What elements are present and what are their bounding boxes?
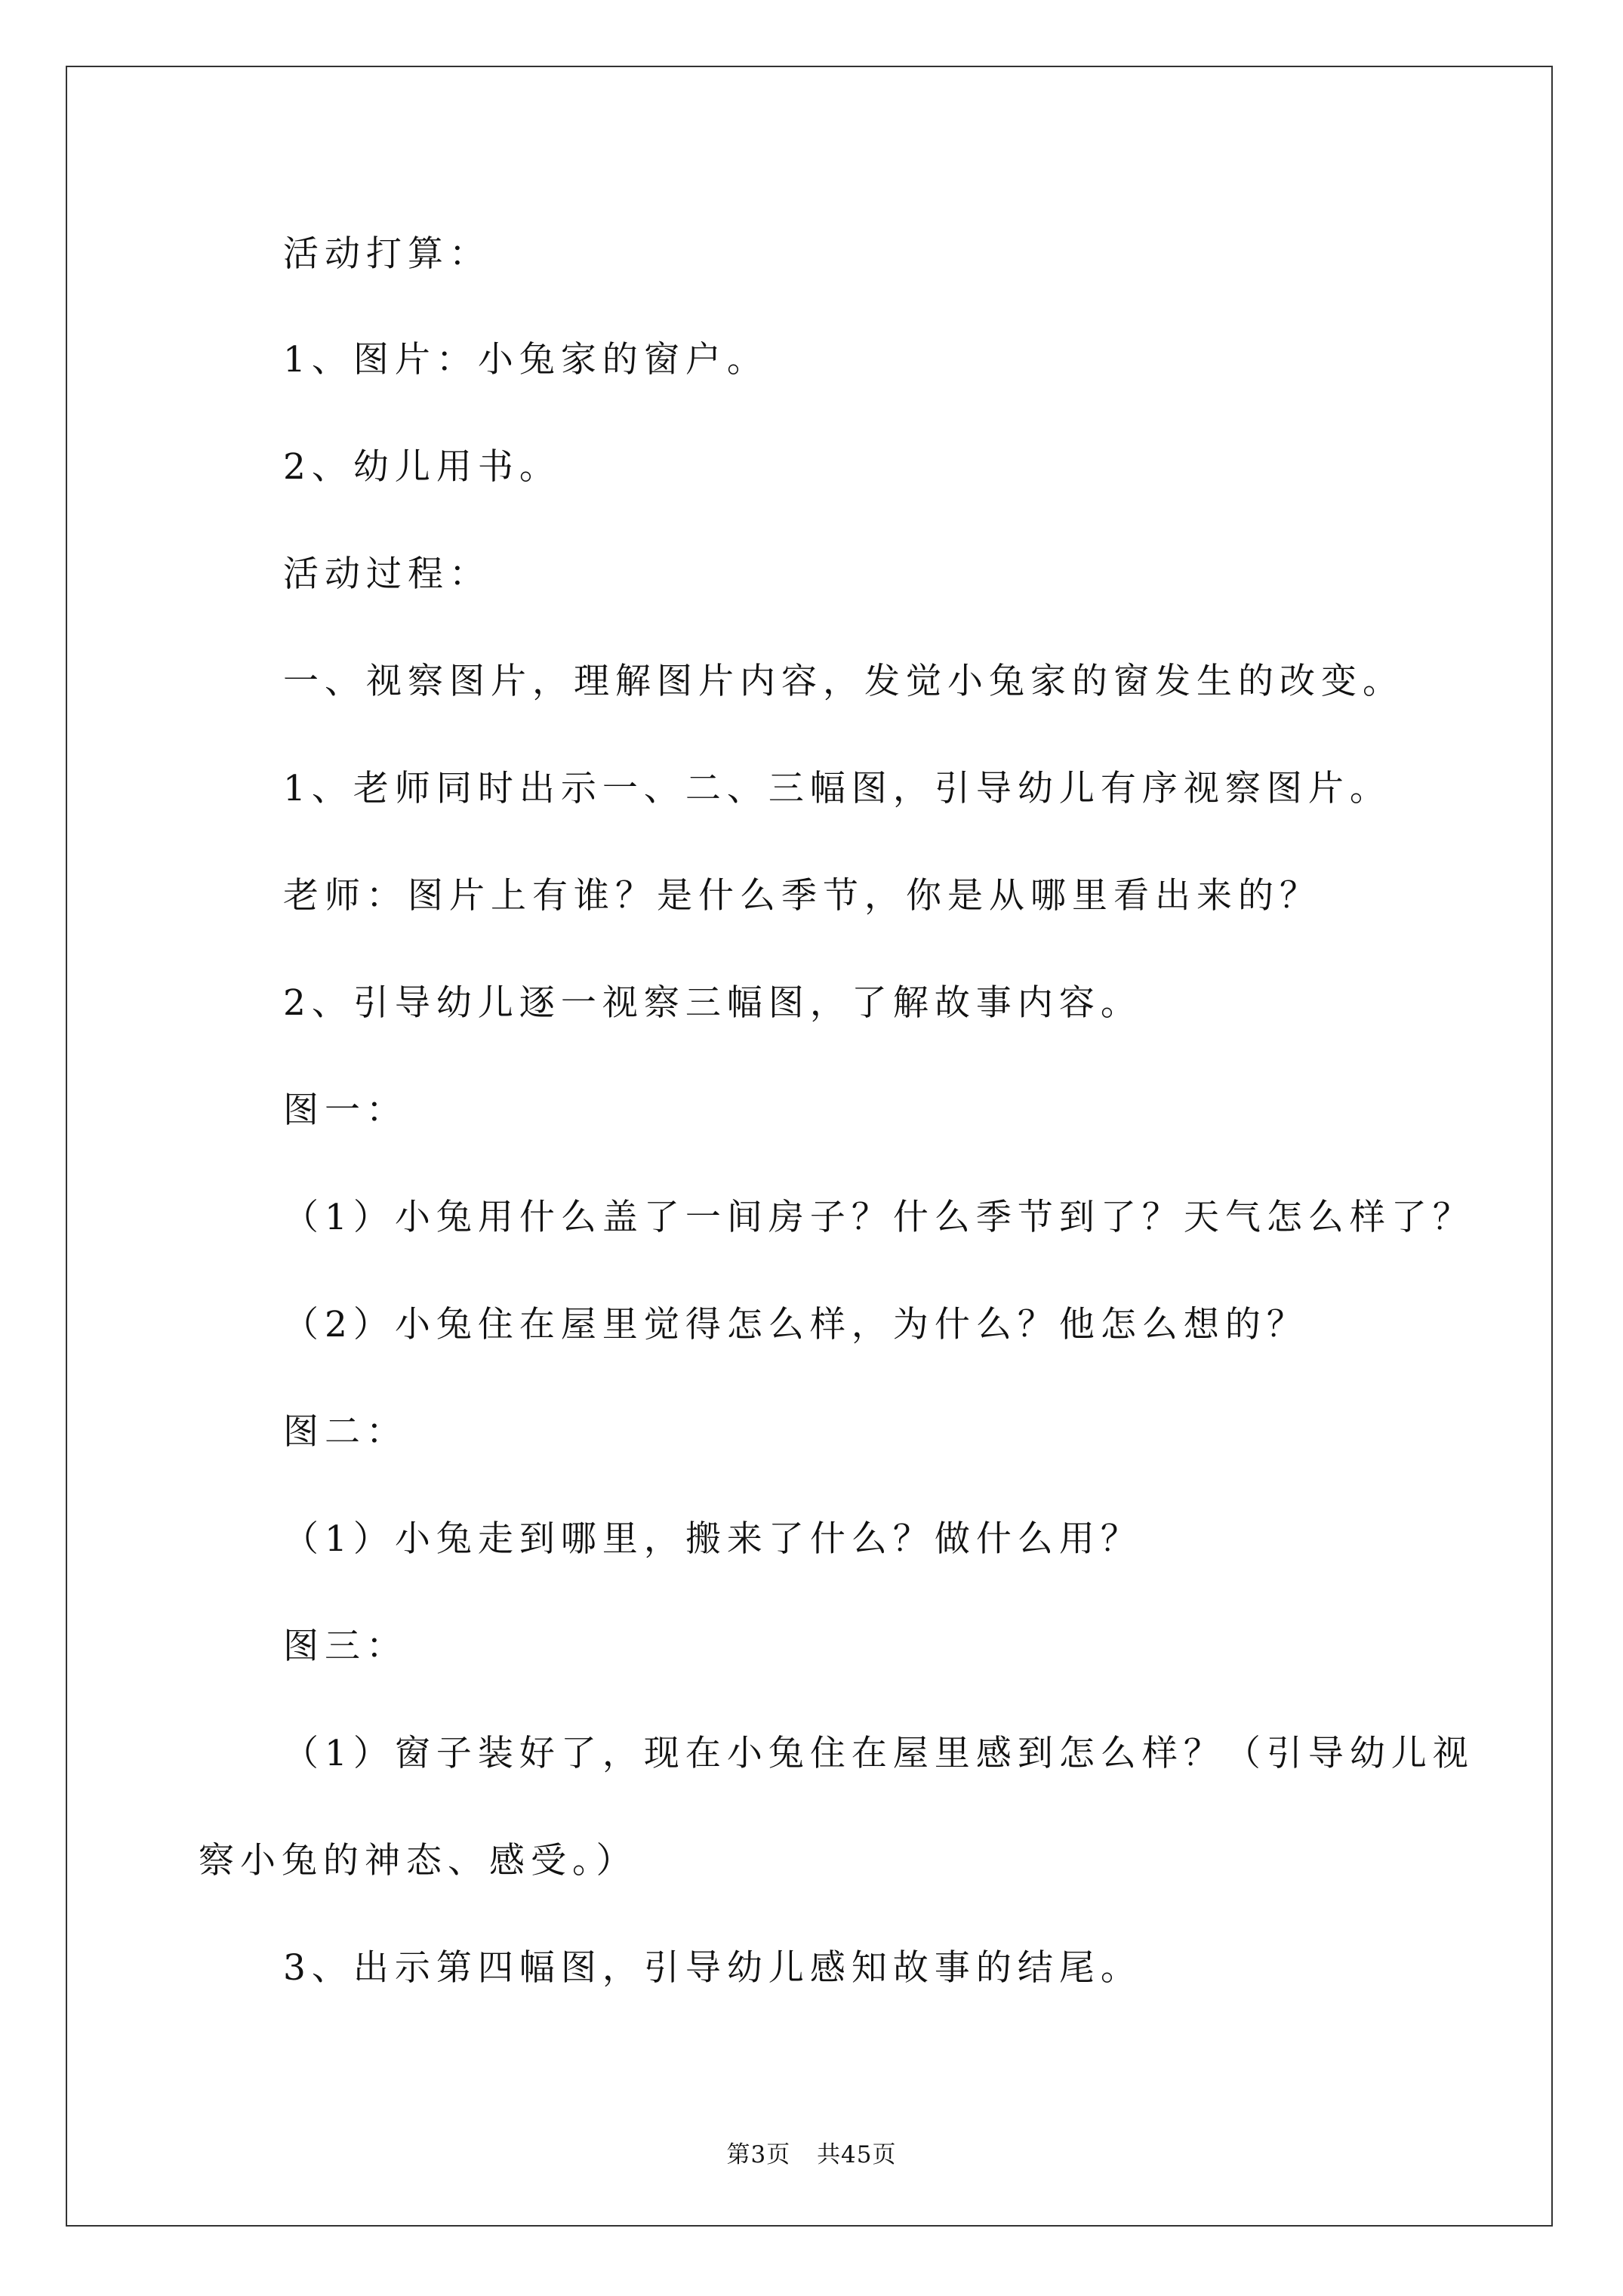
page-number-total: 共45页 [817,2141,897,2168]
text-line: （2）小兔住在屋里觉得怎么样，为什么？他怎么想的？ [283,1304,1308,1345]
page-footer [0,2135,1623,2169]
text-line: 3、出示第四幅图，引导幼儿感知故事的结尾。 [283,1947,1142,1989]
text-line: 1、图片：小兔家的窗户。 [283,339,768,381]
text-line: 1、老师同时出示一、二、三幅图，引导幼儿有序视察图片。 [283,768,1391,809]
page-number-current: 第3页 [726,2141,791,2168]
text-line: 一、视察图片，理解图片内容，发觉小兔家的窗发生的改变。 [283,661,1404,702]
text-line: 图三： [283,1626,408,1667]
text-line: 察小兔的神态、感受。） [199,1840,638,1881]
text-line: 2、引导幼儿逐一视察三幅图，了解故事内容。 [283,982,1142,1024]
text-line: 图一： [283,1089,408,1131]
text-line: （1）窗子装好了，现在小兔住在屋里感到怎么样？（引导幼儿视 [283,1733,1474,1774]
text-line: （1）小兔用什么盖了一间房子？什么季节到了？天气怎么样了？ [283,1197,1474,1238]
text-line: 活动打算： [283,233,491,275]
text-line: 图二： [283,1411,408,1453]
text-line: 老师：图片上有谁？是什么季节，你是从哪里看出来的？ [283,875,1321,917]
text-line: 2、幼儿用书。 [283,446,561,488]
text-line: （1）小兔走到哪里，搬来了什么？做什么用？ [283,1518,1142,1560]
text-line: 活动过程： [283,553,491,595]
